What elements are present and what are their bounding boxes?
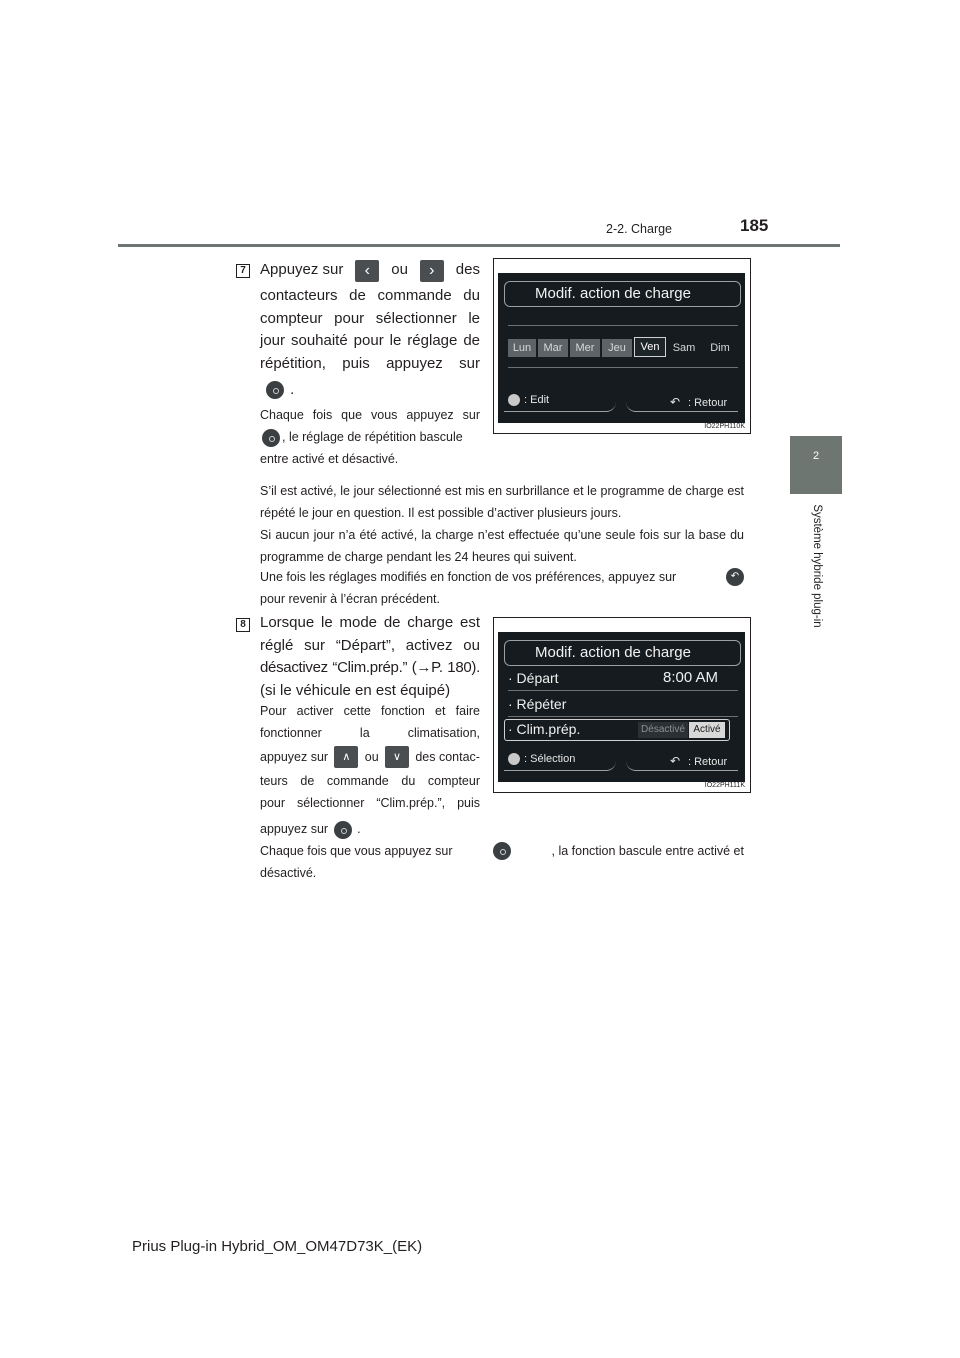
step8-note (260, 700, 480, 840)
divider (508, 716, 738, 717)
step8-paragraph-2 (260, 840, 744, 884)
row-depart[interactable]: · Départ (508, 670, 559, 686)
step8-note1: Pour activer cette fonction et faire (260, 704, 480, 718)
step8-note5: pour sélectionner “Clim.prép.”, puis (260, 796, 480, 810)
step7-paragraph-4 (260, 566, 744, 610)
back-label: : Retour (688, 756, 728, 768)
knob-icon (493, 842, 511, 860)
toggle-on[interactable]: Activé (689, 722, 725, 738)
chevron-down-icon: ∨ (385, 746, 409, 768)
step7-paragraph-4a: Une fois les réglages modifiés en fonction de vos préférences, appuyez sur (260, 570, 677, 584)
figure-screen-2 (493, 617, 751, 793)
step7-paragraph-3: Si aucun jour n’a été activé, la charge n’est effectuée qu’une seule fois sur la base du programme de charge pendant les 24 heures qui suivent. (260, 528, 744, 564)
chapter-tab (790, 436, 842, 494)
day-lun[interactable]: Lun (508, 339, 536, 357)
divider (508, 690, 738, 691)
step7-line6: . (290, 381, 295, 398)
row-climprep[interactable]: · Clim.prép. (508, 721, 581, 737)
step8-note4: teurs de commande du compteur (260, 774, 480, 788)
step7-line3: compteur pour sélectionner le (260, 309, 480, 327)
step8-note3b: ou (364, 750, 379, 764)
chapter-number: 2 (812, 450, 820, 462)
step8-paragraph-2a: Chaque fois que vous appuyez sur (260, 844, 453, 858)
step-number-8: 8 (236, 618, 250, 632)
step8-note2: fonctionner la climatisation, (260, 726, 480, 740)
back-label: : Retour (688, 397, 728, 409)
select-label: : Sélection (524, 753, 576, 765)
step8-note3c: des contac- (415, 750, 480, 764)
edit-label: : Edit (524, 394, 550, 406)
day-dim[interactable]: Dim (710, 342, 730, 354)
day-sam[interactable]: Sam (672, 342, 696, 354)
row-repeter[interactable]: · Répéter (508, 696, 567, 712)
display-screen-1 (498, 273, 745, 423)
chevron-up-icon: ∧ (334, 746, 358, 768)
step7-line2: contacteurs de commande du (260, 287, 480, 304)
divider (508, 325, 738, 326)
step-number-7: 7 (236, 264, 250, 278)
step8-paragraph-2b: , la fonction bascule entre activé et (551, 844, 744, 858)
back-icon: ↶ (670, 395, 681, 409)
header-rule (118, 244, 840, 247)
knob-icon (266, 381, 284, 399)
display-screen-2 (498, 632, 745, 782)
figure-code-1: IO22PH110K (704, 423, 745, 430)
page-number: 185 (740, 216, 769, 235)
step7-paragraph-4b: pour revenir à l’écran précédent. (260, 592, 440, 606)
step7-line4: jour souhaité pour le réglage de (260, 332, 480, 349)
chevron-left-icon: ‹ (355, 260, 379, 282)
step7-line1b: ou (391, 261, 408, 279)
screen2-title: Modif. action de charge (504, 640, 741, 666)
step8-note3a: appuyez sur (260, 750, 329, 764)
back-icon: ↶ (726, 568, 744, 586)
step7-line1c: des (455, 261, 480, 279)
step8-note6b: . (357, 822, 361, 836)
step8-note6a: appuyez sur (260, 822, 329, 836)
step8-line3: désactivez “Clim.prép.” (→P. 180). (260, 659, 480, 676)
step8-paragraph-2c: désactivé. (260, 866, 317, 880)
step8-line4: (si le véhicule en est équipé) (260, 681, 451, 699)
knob-icon (508, 394, 520, 406)
divider (508, 367, 738, 368)
knob-icon (508, 753, 520, 765)
section-title: 2-2. Charge (606, 222, 673, 236)
screen1-title: Modif. action de charge (504, 281, 741, 307)
figure-screen-1 (493, 258, 751, 434)
chevron-right-icon: › (420, 260, 444, 282)
day-mar[interactable]: Mar (538, 339, 568, 357)
chapter-title: Système hybride plug-in (811, 504, 823, 628)
step8-line2: réglé sur “Départ”, activez ou (260, 636, 480, 654)
step7-note (260, 404, 480, 470)
step7-text (260, 258, 480, 402)
edit-bar (504, 391, 616, 412)
knob-icon (334, 821, 352, 839)
step8-text (260, 612, 480, 702)
knob-icon (262, 429, 280, 447)
depart-time: 8:00 AM (663, 669, 719, 686)
day-mer[interactable]: Mer (570, 339, 600, 357)
step8-line1: Lorsque le mode de charge est (260, 614, 480, 631)
step7-line1a: Appuyez sur (260, 261, 344, 279)
day-ven[interactable]: Ven (634, 337, 666, 357)
day-jeu[interactable]: Jeu (602, 339, 632, 357)
step7-paragraph-2: S’il est activé, le jour sélectionné est mis en surbrillance et le programme de charge est répété le jour en question. Il est possible d’activer plusieurs jours. (260, 484, 744, 520)
step7-note2: , le réglage de répétition bascule (282, 430, 463, 444)
back-icon: ↶ (670, 754, 681, 768)
step7-note1: Chaque fois que vous appuyez sur (260, 408, 480, 422)
footer-model: Prius Plug-in Hybrid_OM_OM47D73K_(EK) (132, 1238, 423, 1255)
toggle-off[interactable]: Désactivé (638, 722, 688, 738)
step7-line5: répétition, puis appuyez sur (260, 354, 480, 372)
figure-code-2: IO22PH111K (704, 782, 745, 789)
step7-note3: entre activé et désactivé. (260, 452, 399, 466)
